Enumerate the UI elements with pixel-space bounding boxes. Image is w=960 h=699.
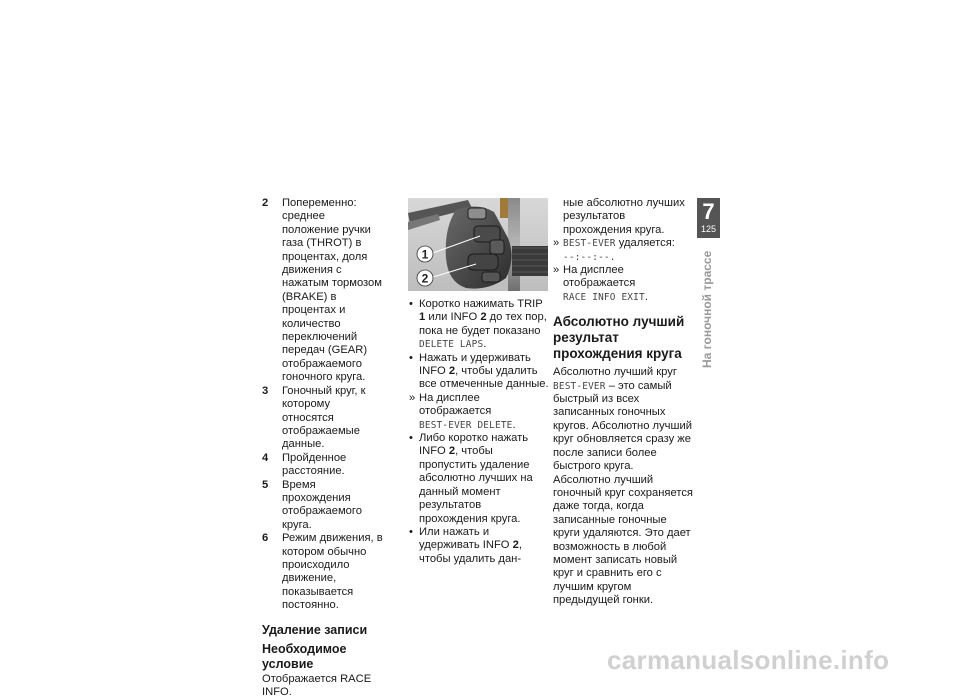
column-3: [553, 197, 694, 608]
bullet-marker: •: [409, 298, 413, 310]
list-item: [409, 298, 549, 352]
chapter-tab: [697, 198, 720, 238]
result-item: [553, 237, 694, 264]
section-heading: Абсолютно лучший результат прохождения круга: [553, 314, 685, 362]
continued-text: ные абсолютно лучших результатов прохождения круга.: [563, 197, 685, 236]
page-number: 125: [700, 224, 717, 234]
list-item: [409, 432, 549, 526]
item-text: Коротко нажимать TRIP 1 или INFO 2 до тех пор, пока не будет показано DELETE LAPS.: [419, 298, 547, 351]
result-marker: »: [553, 237, 560, 250]
section-heading: Удаление записи: [262, 622, 368, 637]
callout-2-label: 2: [421, 271, 429, 286]
item-number: 2: [262, 197, 269, 209]
watermark: carmanualsonline.info: [607, 645, 890, 675]
result-marker: »: [553, 264, 560, 277]
item-text: Нажать и удерживать INFO 2, чтобы удалить все отмеченные данные.: [419, 351, 549, 391]
list-item: [262, 452, 384, 479]
item-text: Гоночный круг, к которому относятся отображаемые данные.: [282, 384, 366, 451]
item-text: BEST-EVER удаляется: --:--:--.: [563, 237, 675, 263]
item-text: На дисплее отображается RACE INFO EXIT.: [563, 264, 648, 303]
item-text: На дисплее отображается BEST-EVER DELETE.: [419, 391, 516, 431]
callout-1-label: 1: [421, 247, 429, 262]
item-number: 3: [262, 384, 269, 397]
bullet-marker: •: [409, 525, 413, 538]
item-text: Либо коротко нажать INFO 2, чтобы пропустить удаление абсолютно лучших на данный момент результатов прохождения круга.: [419, 432, 533, 525]
column-2: [409, 298, 549, 566]
bullet-marker: •: [409, 432, 413, 445]
item-text: Попеременно: среднее положение ручки газа (THROT) в процентах, доля движения с нажатым тормозом (BRAKE) в процентах и количество переключений передач (GEAR) отображаемого гоночного круга.: [282, 197, 382, 384]
item-text: Режим движения, в котором обычно происходило движение, показывается постоянно.: [282, 532, 383, 612]
subsection-heading: Необходимое условие: [262, 641, 347, 671]
column-1: [262, 197, 384, 699]
handlebar-controls-photo: [408, 198, 548, 291]
list-item: [262, 479, 384, 533]
list-item: [262, 197, 384, 385]
item-number: 4: [262, 451, 269, 464]
paragraph: Абсолютно лучший круг BEST-EVER – это самый быстрый из всех записанных гоночных кругов. Абсолютно лучший круг обновляется сразу же после записи более быстрого круга. Абсолютно лучший гоночный круг сохраняется даже тогда, когда записанные гоночные круги удаляются. Это дает возможность в любой момент записать новый круг и сравнить его с лучшим кругом предыдущей гонки.: [553, 366, 693, 607]
condition-text: Отображается RACE INFO.: [262, 672, 372, 698]
result-marker: »: [409, 391, 416, 404]
list-item: [409, 352, 549, 392]
item-text: Пройденное расстояние.: [282, 451, 347, 478]
list-item: [262, 532, 384, 612]
result-item: [409, 392, 549, 432]
item-number: 5: [262, 478, 269, 491]
item-text: Время прохождения отображаемого круга.: [282, 478, 362, 531]
list-item: [409, 526, 549, 566]
item-number: 6: [262, 532, 269, 545]
item-text: Или нажать и удерживать INFO 2, чтобы удалить дан-: [419, 525, 522, 565]
bullet-marker: •: [409, 351, 413, 364]
result-item: [553, 264, 694, 304]
chapter-side-title: На гоночной трассе: [700, 250, 714, 368]
chapter-number: 7: [702, 199, 715, 224]
handlebar-illustration: [408, 198, 548, 291]
list-item: [262, 385, 384, 452]
